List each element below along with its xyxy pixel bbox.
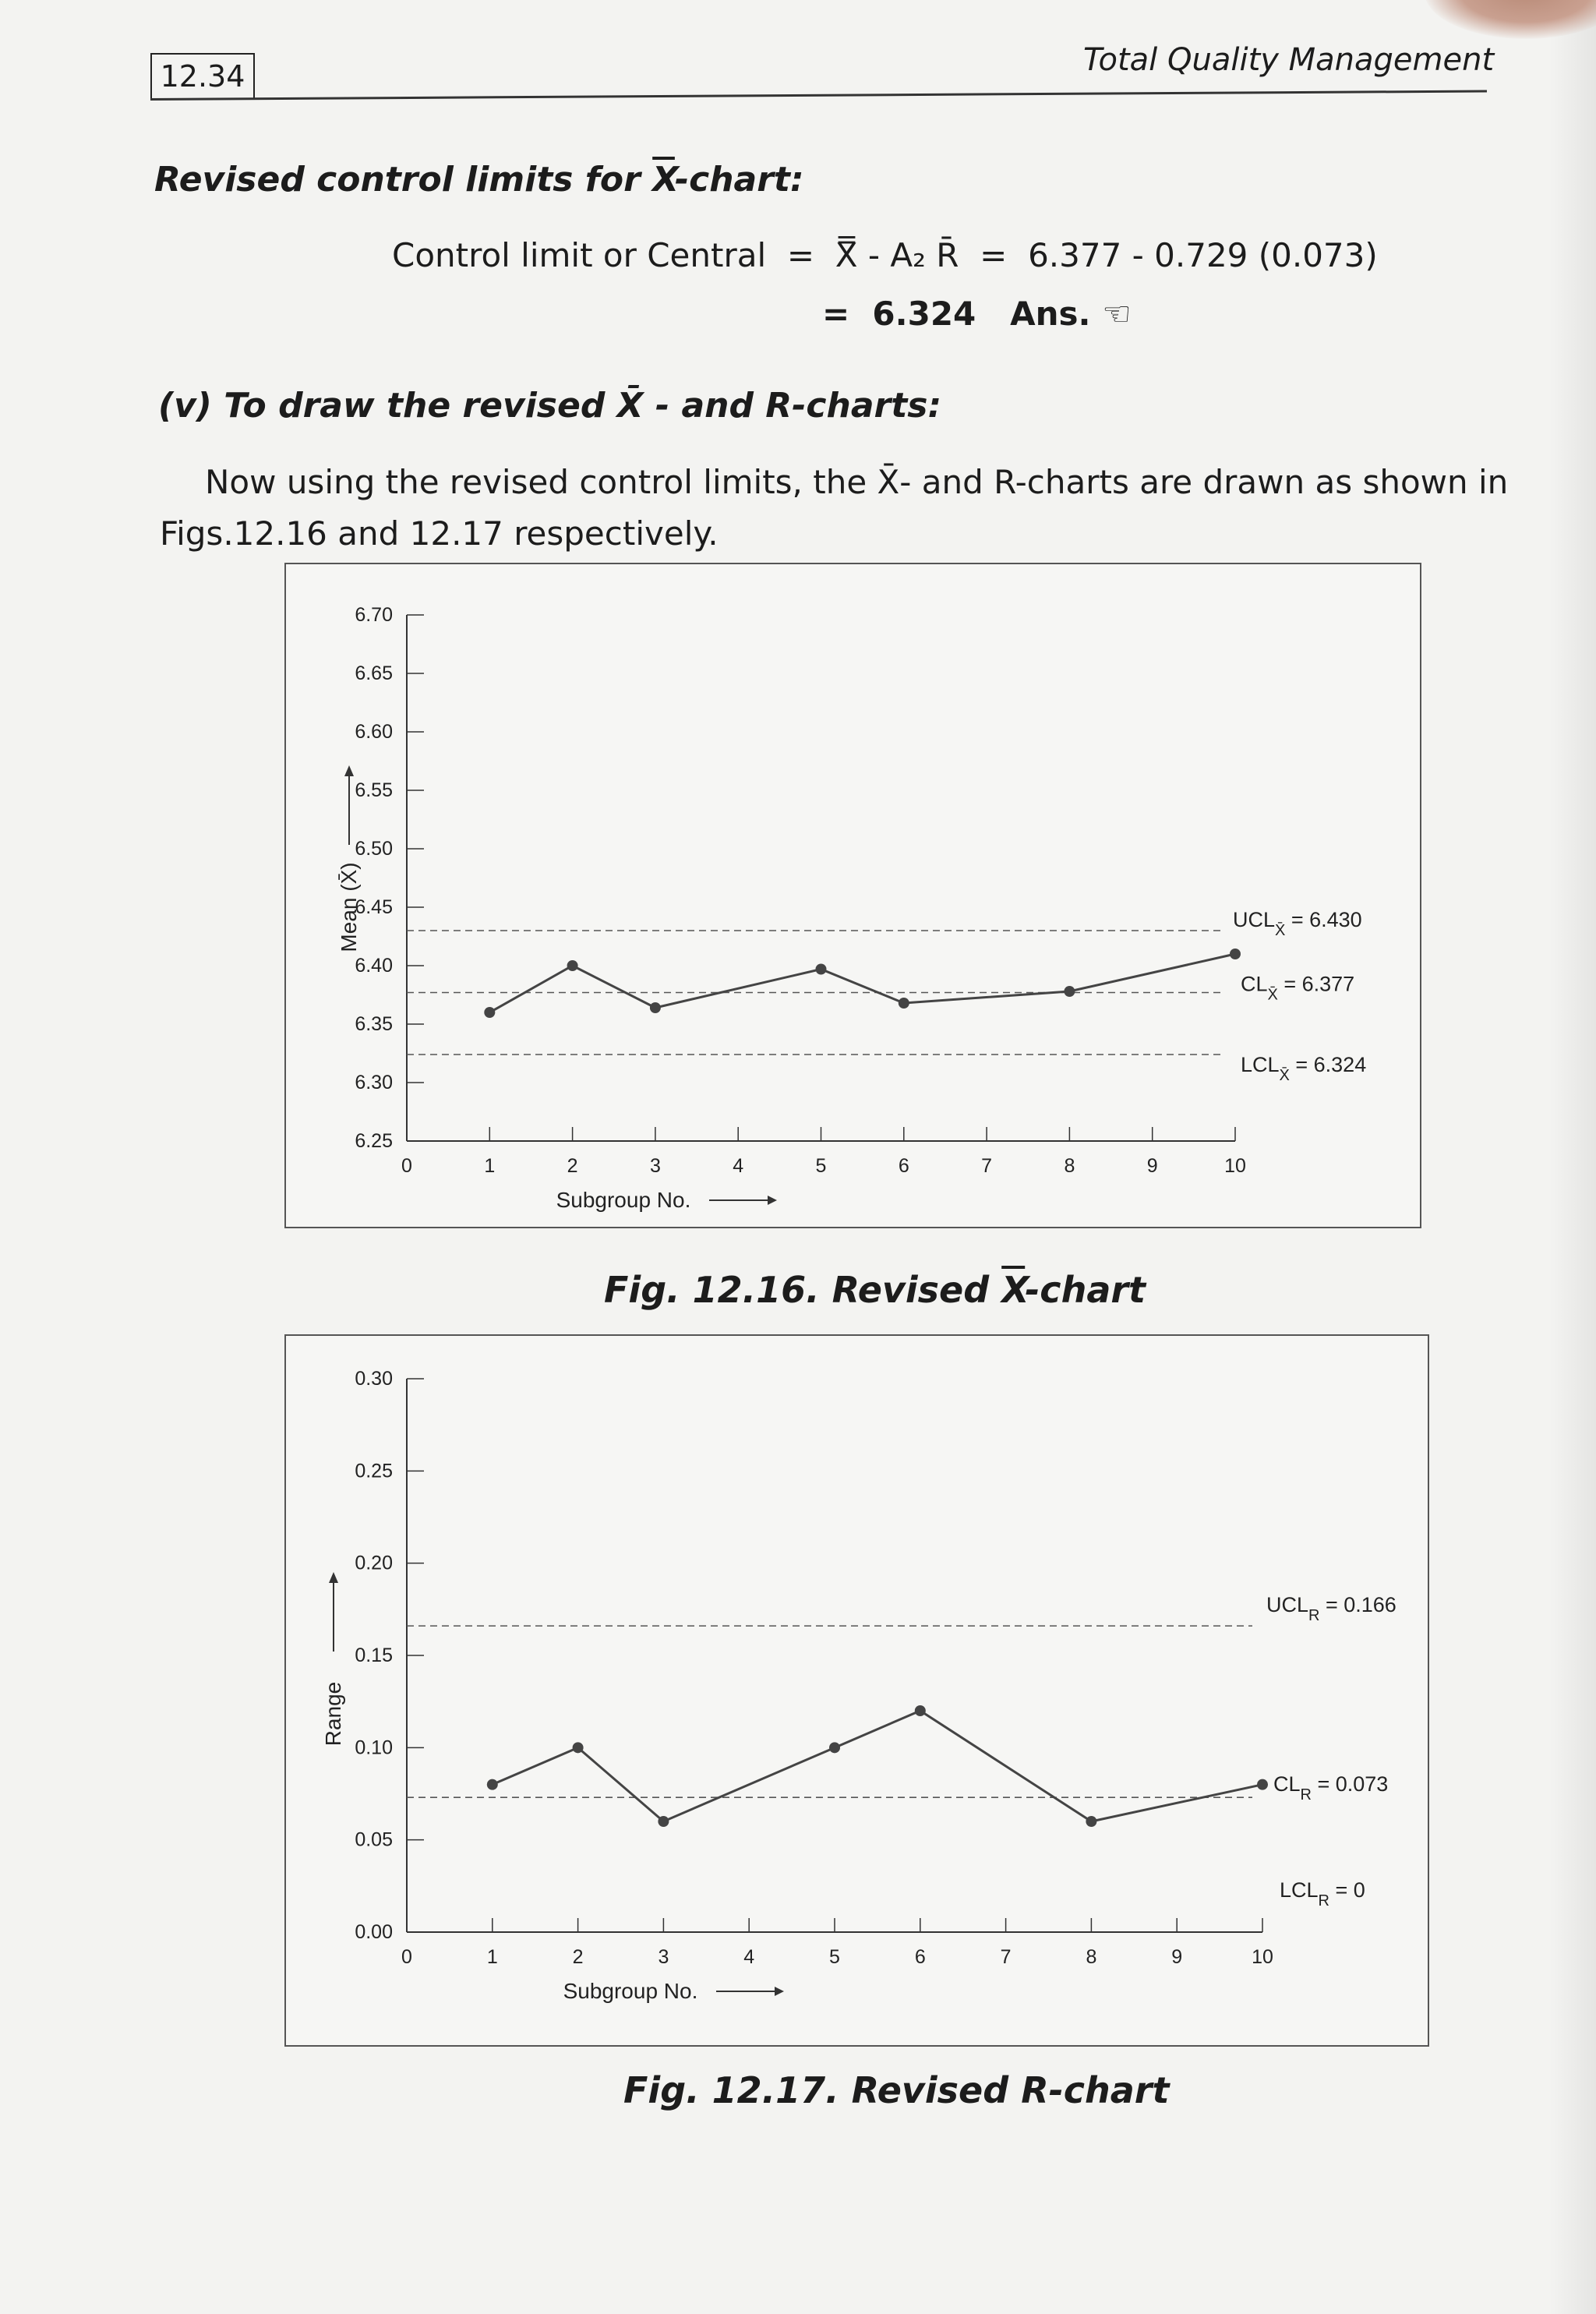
xbar-chart-frame	[284, 563, 1421, 1228]
y-tick-label: 6.70	[355, 604, 393, 626]
caption-symbol: $\overline{X}$	[1001, 1269, 1026, 1311]
x-tick-label: 2	[567, 1155, 578, 1177]
x-axis-arrowhead	[775, 1987, 784, 1996]
x-axis-label: Subgroup No.	[556, 1188, 691, 1212]
data-point	[487, 1779, 498, 1790]
heading-symbol: $\overline{X}$	[652, 160, 675, 200]
r-chart-frame	[284, 1334, 1429, 2047]
data-point	[915, 1705, 926, 1716]
x-tick-label: 8	[1086, 1946, 1097, 1968]
y-tick-label: 0.20	[355, 1552, 393, 1574]
x-tick-label: 0	[401, 1946, 412, 1968]
y-tick-label: 0.30	[355, 1368, 393, 1390]
x-tick-label: 0	[401, 1155, 412, 1177]
caption-prefix: Fig. 12.16. Revised	[604, 1269, 1002, 1311]
reference-line-subscript: X̄	[1275, 922, 1286, 939]
x-tick-label: 5	[829, 1946, 840, 1968]
x-tick-label: 9	[1146, 1155, 1158, 1177]
y-axis-arrowhead	[329, 1572, 338, 1583]
y-tick-label: 0.05	[355, 1828, 393, 1851]
x-tick-label: 3	[658, 1946, 669, 1968]
paragraph-line-2: Figs.12.16 and 12.17 respectively.	[160, 514, 719, 553]
reference-line-subscript: X̄	[1267, 986, 1278, 1004]
y-tick-label: 0.25	[355, 1460, 393, 1482]
section-heading-draw-charts: (v) To draw the revised X̄ - and R-charts:	[158, 386, 942, 426]
reference-line-label: $UCL_R = 0.166$	[1266, 1593, 1396, 1625]
y-tick-label: 6.55	[355, 779, 393, 801]
data-point	[1257, 1779, 1268, 1790]
reference-line-label: $LCL_{X̄} = 6.324$	[1241, 1053, 1367, 1084]
x-tick-label: 1	[486, 1946, 498, 1968]
xbar-chart-caption	[604, 1269, 1146, 1311]
data-point	[816, 964, 827, 975]
x-tick-label: 5	[815, 1155, 827, 1177]
page-number: 12.34	[150, 53, 255, 100]
y-tick-label: 6.50	[355, 838, 393, 860]
data-point	[650, 1002, 661, 1013]
reference-line-value: = 0	[1329, 1878, 1365, 1902]
x-tick-label: 1	[484, 1155, 496, 1177]
xbar-chart	[286, 564, 1420, 1227]
header-rule	[150, 90, 1487, 101]
formula-line-1: Control limit or Central = X̿ - A₂ R̄ = 6.377 - 0.729 (0.073)	[392, 236, 1378, 274]
x-tick-label: 4	[733, 1155, 744, 1177]
reference-line-subscript: R	[1318, 1892, 1329, 1909]
y-tick-label: 6.30	[355, 1072, 393, 1093]
y-tick-label: 6.65	[355, 662, 393, 684]
data-point	[484, 1007, 495, 1018]
y-tick-label: 0.10	[355, 1736, 393, 1759]
x-axis-arrowhead	[768, 1196, 777, 1205]
x-tick-label: 3	[649, 1155, 661, 1177]
y-axis-arrowhead	[344, 765, 354, 776]
y-tick-label: 6.35	[355, 1013, 393, 1035]
r-chart-caption: Fig. 12.17. Revised R-chart	[623, 2069, 1170, 2111]
y-tick-label: 0.00	[355, 1921, 393, 1943]
reference-line-value: = 0.166	[1319, 1593, 1396, 1617]
x-tick-label: 7	[981, 1155, 993, 1177]
x-tick-label: 10	[1224, 1155, 1246, 1177]
reference-line-value: = 6.377	[1277, 972, 1355, 996]
reference-line-subscript: X̄	[1279, 1067, 1290, 1084]
x-axis-label: Subgroup No.	[563, 1979, 698, 2003]
y-tick-label: 6.40	[355, 955, 393, 977]
y-tick-label: 6.25	[355, 1130, 393, 1152]
x-tick-label: 10	[1252, 1946, 1273, 1968]
x-tick-label: 6	[914, 1946, 926, 1968]
reference-line-value: = 6.430	[1285, 908, 1362, 931]
caption-suffix: -chart	[1025, 1269, 1146, 1311]
formula-line-2: = 6.324 Ans. ☜	[822, 295, 1132, 333]
reference-line-subscript: R	[1308, 1607, 1320, 1625]
data-point	[829, 1742, 840, 1753]
x-tick-label: 6	[898, 1155, 909, 1177]
reference-line-value: = 0.073	[1311, 1772, 1389, 1796]
data-point	[1064, 986, 1075, 997]
y-tick-label: 0.15	[355, 1645, 393, 1666]
page-shadow	[1549, 0, 1596, 2314]
data-point	[658, 1816, 669, 1827]
y-tick-label: 6.60	[355, 721, 393, 743]
thumb-shadow	[1425, 0, 1596, 39]
running-title: Total Quality Management	[1083, 42, 1495, 78]
x-tick-label: 7	[1000, 1946, 1012, 1968]
section-heading-revised-limits	[154, 160, 804, 200]
reference-line-label: $CL_R = 0.073$	[1273, 1772, 1389, 1804]
data-point	[567, 960, 578, 971]
y-axis-label: Range	[321, 1681, 345, 1747]
data-point	[1086, 1816, 1096, 1827]
x-tick-label: 2	[572, 1946, 584, 1968]
data-point	[899, 998, 909, 1009]
heading-suffix: -chart:	[674, 160, 804, 200]
data-point	[573, 1742, 584, 1753]
x-tick-label: 8	[1064, 1155, 1075, 1177]
reference-line-label: $CL_{X̄} = 6.377$	[1241, 972, 1355, 1004]
r-chart	[286, 1336, 1428, 2045]
y-axis-label: Mean (X̄)	[337, 862, 361, 952]
y-tick-label: 6.45	[355, 896, 393, 918]
reference-line-subscript: R	[1300, 1786, 1312, 1804]
reference-line-label: $UCL_{X̄} = 6.430$	[1233, 908, 1362, 939]
paragraph-line-1: Now using the revised control limits, the X̄- and R-charts are drawn as shown in	[205, 463, 1509, 501]
x-tick-label: 4	[743, 1946, 755, 1968]
heading-text: Revised control limits for	[154, 160, 653, 200]
data-series-line	[489, 954, 1235, 1012]
reference-line-label: $LCL_R = 0$	[1280, 1878, 1365, 1909]
x-tick-label: 9	[1171, 1946, 1183, 1968]
data-series-line	[493, 1711, 1262, 1821]
data-point	[1230, 949, 1241, 959]
reference-line-value: = 6.324	[1289, 1053, 1367, 1076]
